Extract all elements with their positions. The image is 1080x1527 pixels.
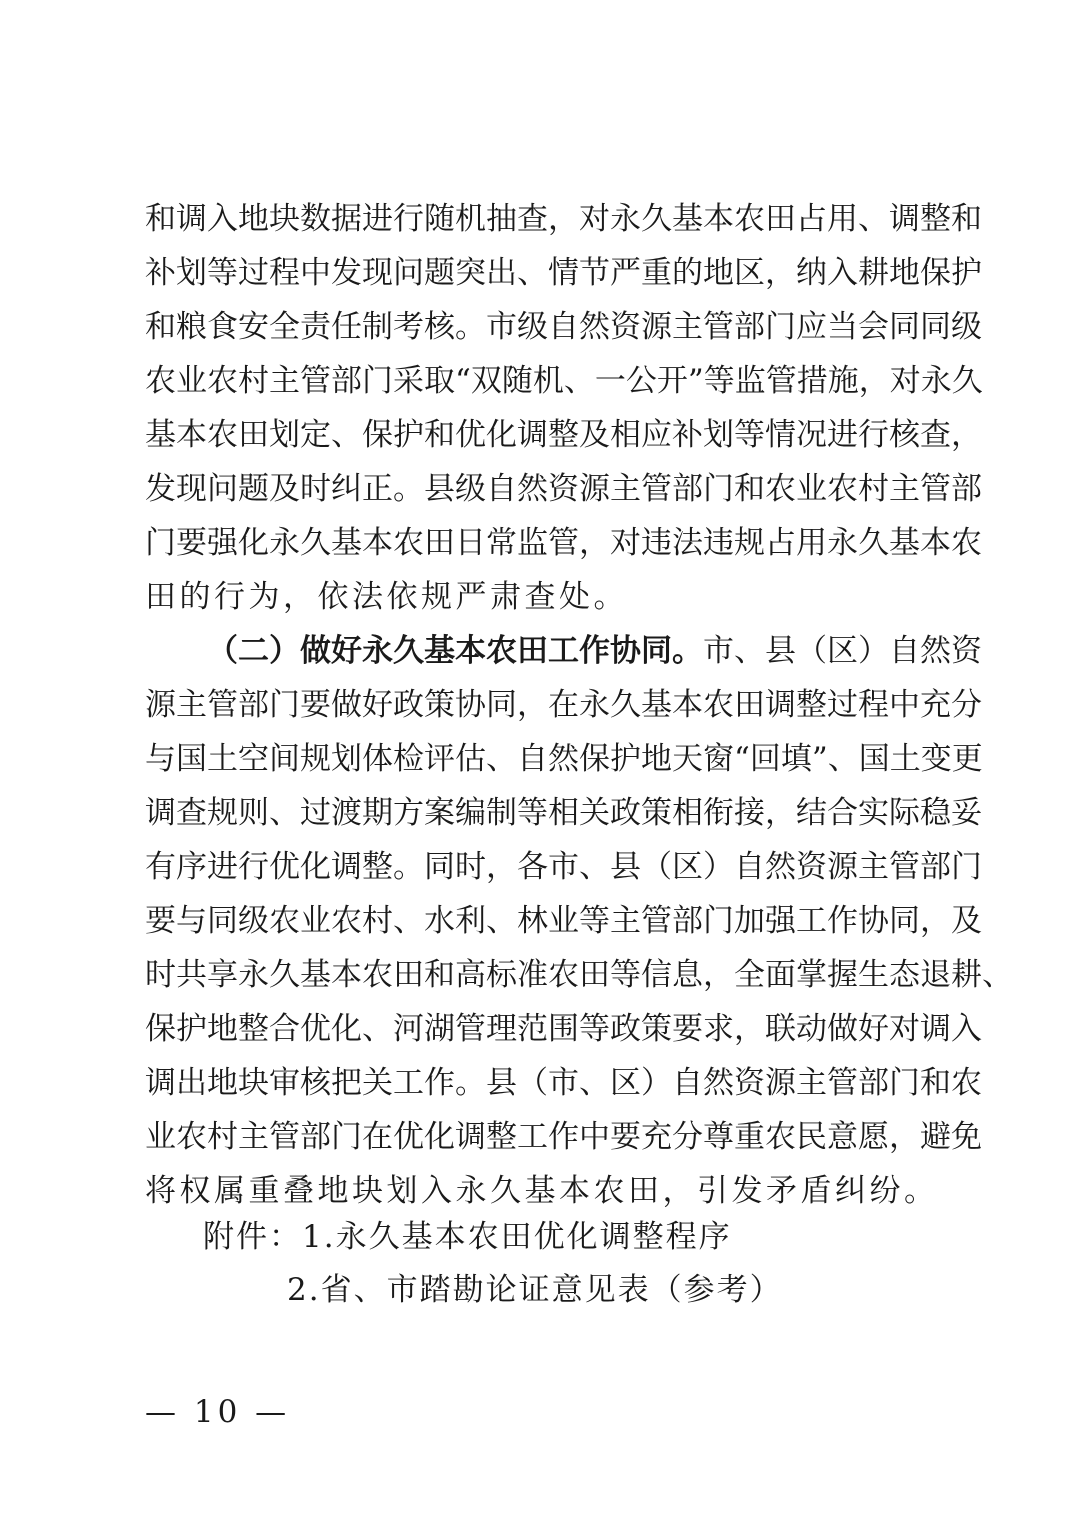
text-line: 业农村主管部门在优化调整工作中要充分尊重农民意愿，避免 [145,1119,982,1155]
text-line: 田的行为，依法依规严肃查处。 [145,579,628,615]
text-line: 调查规则、过渡期方案编制等相关政策相衔接，结合实际稳妥 [145,795,982,831]
text-line: 保护地整合优化、河湖管理范围等政策要求，联动做好对调入 [145,1011,982,1047]
text-line: 将权属重叠地块划入永久基本农田，引发矛盾纠纷。 [145,1173,939,1209]
attachments-label: 附件： [203,1219,302,1255]
heading-line-rest: 市、县（区）自然资 [703,633,982,669]
text-line: 和粮食安全责任制考核。市级自然资源主管部门应当会同同级 [145,309,982,345]
attachment-item-1: 1.永久基本农田优化调整程序 [302,1219,732,1255]
text-line: 时共享永久基本农田和高标准农田等信息，全面掌握生态退耕、 [145,957,1013,993]
text-line: 和调入地块数据进行随机抽查，对永久基本农田占用、调整和 [145,201,982,237]
section-heading-line [207,624,982,678]
text-line: 发现问题及时纠正。县级自然资源主管部门和农业农村主管部 [145,471,982,507]
text-line: 调出地块审核把关工作。县（市、区）自然资源主管部门和农 [145,1065,982,1101]
text-line: 补划等过程中发现问题突出、情节严重的地区，纳入耕地保护 [145,255,982,291]
text-line: 与国土空间规划体检评估、自然保护地天窗“回填”、国土变更 [145,741,983,777]
attachment-item-2: 2.省、市踏勘论证意见表（参考） [287,1272,783,1308]
text-line: 基本农田划定、保护和优化调整及相应补划等情况进行核查， [145,417,982,453]
text-line: 源主管部门要做好政策协同，在永久基本农田调整过程中充分 [145,687,982,723]
section-heading: （二）做好永久基本农田工作协同。 [207,633,703,669]
text-line: 农业农村主管部门采取“双随机、一公开”等监管措施，对永久 [145,363,983,399]
page-number: — 10 — [145,1394,291,1430]
text-line: 门要强化永久基本农田日常监管，对违法违规占用永久基本农 [145,525,982,561]
text-line: 要与同级农业农村、水利、林业等主管部门加强工作协同，及 [145,903,982,939]
text-line: 有序进行优化调整。同时，各市、县（区）自然资源主管部门 [145,849,982,885]
